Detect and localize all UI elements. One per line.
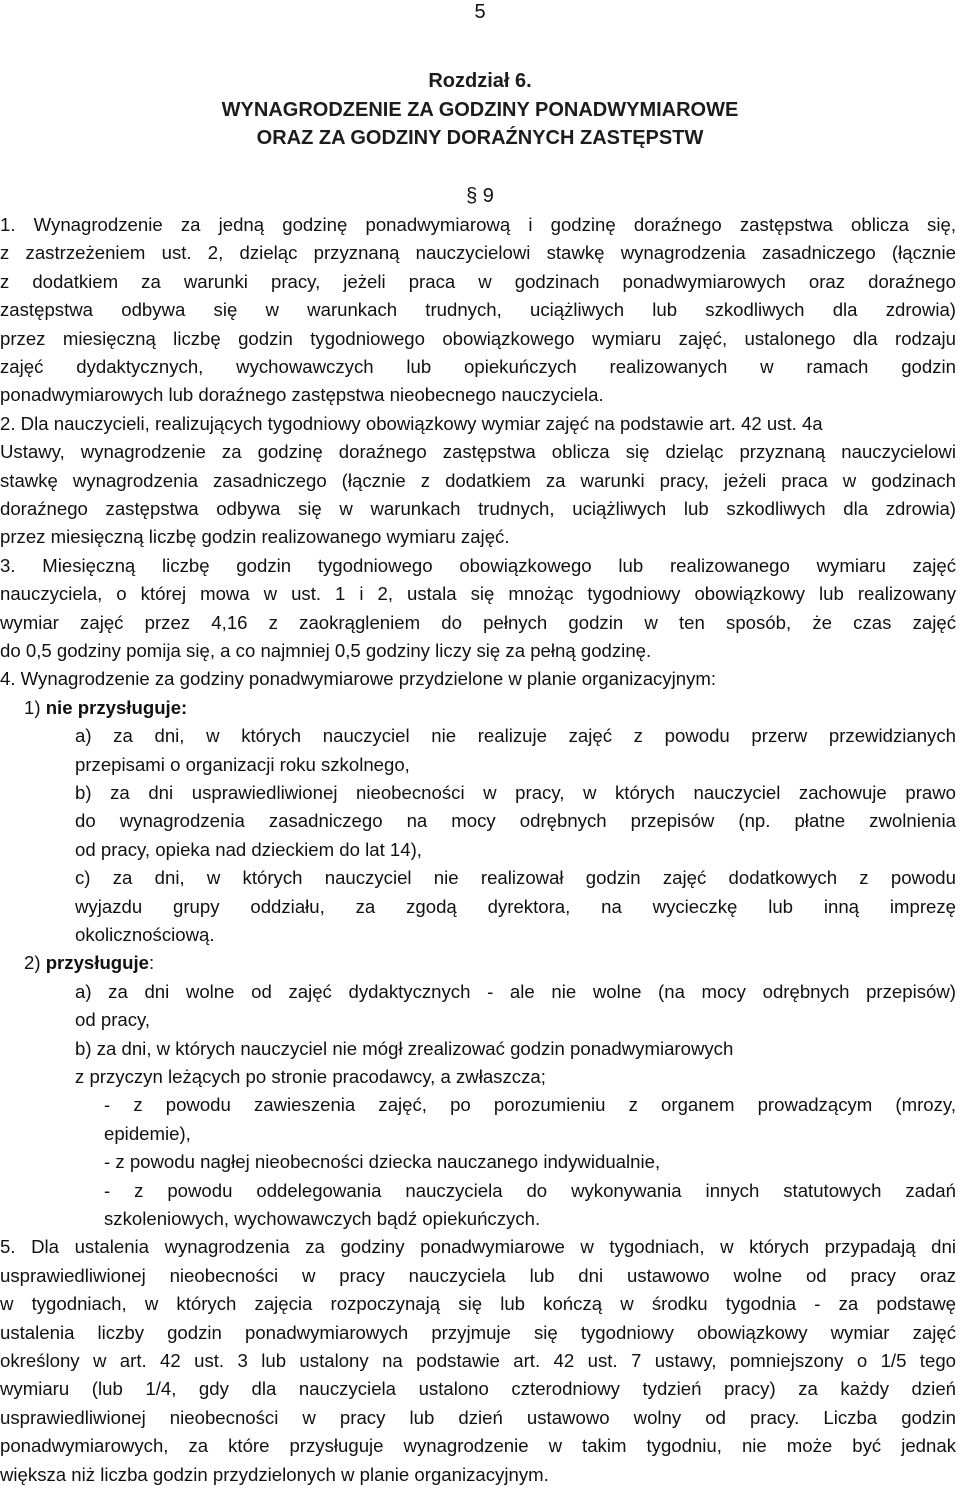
list-marker: 2) bbox=[24, 952, 46, 974]
text-line: - z powodu zawieszenia zajęć, po porozumieniu z organem prowadzącym (mrozy, bbox=[104, 1094, 956, 1116]
bold-label: nie przysługuje: bbox=[45, 696, 188, 718]
text-line: 1. Wynagrodzenie za jedną godzinę ponadwymiarową i godzinę doraźnego zastępstwa oblicza się, bbox=[0, 214, 956, 235]
label-suffix: : bbox=[149, 952, 155, 974]
text-line: z zastrzeżeniem ust. 2, dzieląc przyznaną nauczycielowi stawkę wynagrodzenia zasadniczego (łącznie bbox=[0, 242, 956, 264]
text-line: b) za dni usprawiedliwionej nieobecności w pracy, w których nauczyciel zachowuje prawo bbox=[75, 782, 956, 803]
text-line: ponadwymiarowych, za które przysługuje wynagrodzenie w takim tygodniu, nie może być jednak bbox=[0, 1435, 956, 1457]
text-line: wyjazdu grupy oddziału, za zgodą dyrektora, na wycieczkę lub inną imprezę bbox=[75, 895, 956, 917]
text-line: 4. Wynagrodzenie za godziny ponadwymiarowe przydzielone w planie organizacyjnym: bbox=[0, 668, 717, 690]
text-line: w tygodniach, w których zajęcia rozpoczynają się lub kończą w środku tygodnia - za podstawę bbox=[0, 1293, 956, 1315]
text-line: okolicznościową. bbox=[75, 924, 215, 945]
text-line: przepisami o organizacji roku szkolnego, bbox=[75, 753, 410, 775]
text-line: nauczyciela, o której mowa w ust. 1 i 2, ustala się mnożąc tygodniowy obowiązkowy lub realizowany bbox=[0, 583, 956, 605]
text-line: doraźnego zastępstwa odbywa się w warunkach trudnych, uciążliwych lub szkodliwych dla zdrowia) bbox=[0, 498, 956, 519]
text-line: ponadwymiarowych lub doraźnego zastępstwa nieobecnego nauczyciela. bbox=[0, 384, 604, 406]
text-line: przez miesięczną liczbę godzin tygodniowego obowiązkowego wymiaru zajęć, ustalonego dla rodzaju bbox=[0, 327, 956, 349]
chapter-heading-line-2: ORAZ ZA GODZINY DORAŹNYCH ZASTĘPSTW bbox=[256, 127, 704, 149]
text-line: stawkę wynagrodzenia zasadniczego (łącznie z dodatkiem za warunki pracy, jeżeli praca w godzinach bbox=[0, 469, 956, 491]
text-line: od pracy, bbox=[75, 1009, 151, 1031]
text-line: usprawiedliwionej nieobecności w pracy nauczyciela lub dni ustawowo wolne od pracy oraz bbox=[0, 1264, 956, 1286]
text-line: wymiar zajęć przez 4,16 z zaokrągleniem do pełnych godzin w ten sposób, że czas zajęć bbox=[0, 611, 956, 633]
text-line: - z powodu oddelegowania nauczyciela do wykonywania innych statutowych zadań bbox=[104, 1179, 956, 1201]
text-line: - z powodu nagłej nieobecności dziecka nauczanego indywidualnie, bbox=[104, 1151, 661, 1173]
text-line: od pracy, opieka nad dzieckiem do lat 14), bbox=[75, 838, 422, 860]
text-line: z przyczyn leżących po stronie pracodawcy, a zwłaszcza; bbox=[75, 1066, 546, 1087]
text-line: 3. Miesięczną liczbę godzin tygodniowego obowiązkowego lub realizowanego wymiaru zajęć bbox=[0, 554, 956, 576]
text-line: ustalenia liczby godzin ponadwymiarowych przyjmuje się tygodniowy obowiązkowy wymiar zajęć bbox=[0, 1321, 956, 1343]
text-line: a) za dni wolne od zajęć dydaktycznych - ale nie wolne (na mocy odrębnych przepisów) bbox=[75, 980, 956, 1002]
page-number: 5 bbox=[474, 1, 486, 23]
text-line: b) za dni, w których nauczyciel nie mógł zrealizować godzin ponadwymiarowych bbox=[75, 1037, 734, 1059]
text-line bbox=[24, 949, 956, 977]
text-line: zajęć dydaktycznych, wychowawczych lub opiekuńczych realizowanych w ramach godzin bbox=[0, 356, 956, 377]
text-line bbox=[24, 694, 956, 722]
text-line: większa niż liczba godzin przydzielonych w planie organizacyjnym. bbox=[0, 1463, 549, 1485]
text-line: 2. Dla nauczycieli, realizujących tygodniowy obowiązkowy wymiar zajęć na podstawie art. 42 ust. 4a bbox=[0, 412, 823, 434]
text-line: z dodatkiem za warunki pracy, jeżeli praca w godzinach ponadwymiarowych oraz doraźnego bbox=[0, 270, 956, 292]
chapter-title: Rozdział 6. bbox=[428, 70, 532, 92]
text-line: wymiaru (lub 1/4, gdy dla nauczyciela ustalono czterodniowy tydzień pracy) za każdy dzień bbox=[0, 1378, 956, 1400]
text-line: do wynagrodzenia zasadniczego na mocy odrębnych przepisów (np. płatne zwolnienia bbox=[75, 810, 956, 832]
text-line: do 0,5 godziny pomija się, a co najmniej 0,5 godziny liczy się za pełną godzinę. bbox=[0, 640, 652, 661]
list-marker: 1) bbox=[24, 696, 46, 718]
text-line: zastępstwa odbywa się w warunkach trudnych, uciążliwych lub szkodliwych dla zdrowia) bbox=[0, 299, 956, 321]
text-line: a) za dni, w których nauczyciel nie realizuje zajęć z powodu przerw przewidzianych bbox=[75, 725, 956, 747]
text-line: 5. Dla ustalenia wynagrodzenia za godziny ponadwymiarowe w tygodniach, w których przypadają dni bbox=[0, 1236, 956, 1258]
chapter-heading-line-1: WYNAGRODZENIE ZA GODZINY PONADWYMIAROWE bbox=[221, 99, 739, 121]
bold-label: przysługuje bbox=[45, 952, 150, 974]
text-line: szkoleniowych, wychowawczych bądź opiekuńczych. bbox=[104, 1208, 541, 1229]
text-line: epidemie), bbox=[104, 1122, 191, 1144]
paragraph-sign: § 9 bbox=[466, 185, 494, 207]
text-line: określony w art. 42 ust. 3 lub ustalony na podstawie art. 42 ust. 7 ustawy, pomniejszony o 1/5 tego bbox=[0, 1350, 956, 1371]
text-line: przez miesięczną liczbę godzin realizowanego wymiaru zajęć. bbox=[0, 526, 510, 548]
text-line: c) za dni, w których nauczyciel nie realizował godzin zajęć dodatkowych z powodu bbox=[75, 867, 956, 889]
text-line: Ustawy, wynagrodzenie za godzinę doraźnego zastępstwa oblicza się dzieląc przyznaną nauczycielowi bbox=[0, 441, 956, 463]
text-line: usprawiedliwionej nieobecności w pracy lub dzień ustawowo wolny od pracy. Liczba godzin bbox=[0, 1406, 956, 1428]
